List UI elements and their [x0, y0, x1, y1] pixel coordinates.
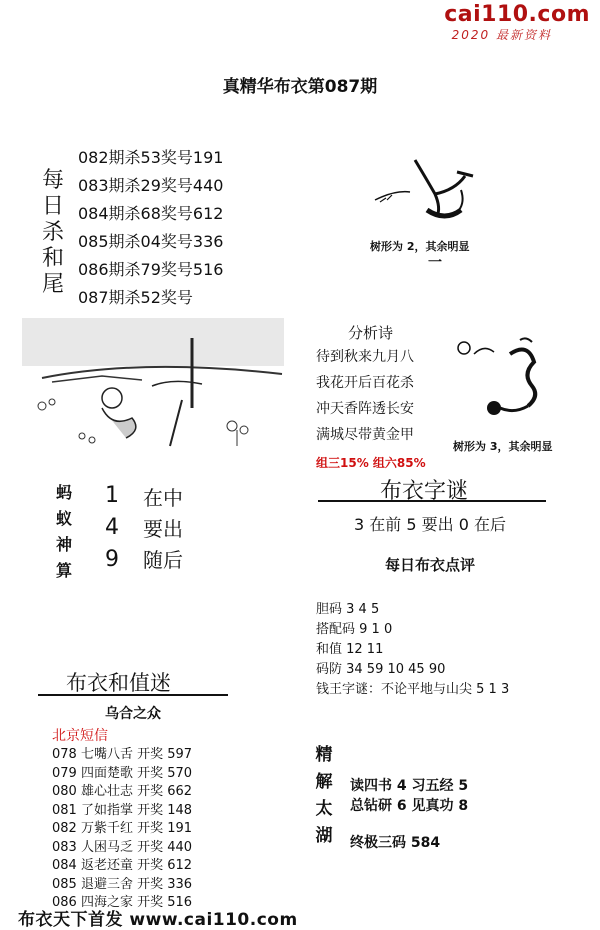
cartoon-sketch [22, 318, 284, 450]
history-row: 086 四海之家 开奖 516 [52, 895, 193, 910]
footer-site: 布衣天下首发 www.cai110.com [18, 910, 298, 930]
hezhi-divider [38, 694, 228, 696]
label-char: 蚂 [55, 483, 72, 502]
label-char: 杀 [41, 220, 64, 245]
tree1-caption: 树形为 2，其余明显 [370, 240, 470, 253]
riddle-divider [318, 500, 546, 502]
label-char: 解 [315, 772, 333, 792]
beijing-history [52, 746, 192, 913]
history-row: 085 退避三舍 开奖 336 [52, 876, 193, 892]
review-line: 搭配码 9 1 0 [316, 622, 393, 637]
hezhi-sub: 乌合之众 [105, 706, 161, 722]
history-row: 079 四面楚歌 开奖 570 [52, 765, 193, 781]
review-codes [316, 600, 509, 700]
review-line: 码防 34 59 10 45 90 [316, 662, 446, 677]
kill-row: 083期杀29奖号440 [78, 176, 224, 195]
review-line: 和值 12 11 [316, 642, 384, 657]
review-header: 每日布衣点评 [384, 556, 475, 574]
label-char: 每 [41, 168, 64, 193]
label-char: 蚁 [55, 509, 72, 528]
beijing-title: 北京短信 [52, 728, 108, 744]
tree-figure-1 [365, 150, 515, 232]
history-row: 080 雄心壮志 开奖 662 [52, 784, 193, 799]
hezhi-header: 布衣和值迷 [66, 671, 171, 695]
poem-line: 冲天香阵透长安 [316, 401, 414, 417]
label-char: 算 [55, 561, 72, 580]
history-row: 083 人困马乏 开奖 440 [52, 839, 193, 855]
ant-numbers [105, 480, 119, 576]
ant-label [52, 480, 76, 584]
site-logo: cai110.com [444, 2, 590, 27]
daily-kill-label [38, 168, 68, 298]
jingjie-line: 读四书 4 习五经 5 [350, 778, 469, 794]
kill-row: 086期杀79奖号516 [78, 260, 224, 279]
tagline: 2020 最新资料 [451, 28, 552, 42]
tree-figure-2 [450, 334, 570, 424]
ant-number: 1 [105, 483, 119, 508]
label-char: 神 [55, 535, 72, 554]
review-line: 钱王字谜：不论平地与山尖 5 1 3 [316, 682, 510, 697]
page-title: 真精华布衣第087期 [222, 77, 378, 97]
final-three-codes: 终极三码 584 [350, 835, 441, 851]
daily-kill-list [78, 144, 223, 312]
kill-row: 087期杀52奖号 [78, 288, 193, 307]
poem-title: 分析诗 [348, 324, 394, 342]
label-char: 太 [315, 799, 333, 819]
poem-line: 我花开后百花杀 [316, 375, 414, 391]
ant-number: 9 [105, 547, 119, 572]
kill-row: 085期杀04奖号336 [78, 232, 224, 251]
tree2-caption: 树形为 3，其余明显 [453, 440, 553, 453]
kill-row: 084期杀68奖号612 [78, 204, 224, 223]
poem-line: 满城尽带黄金甲 [316, 427, 414, 443]
ant-text: 随后 [143, 548, 183, 572]
ant-text: 在中 [143, 486, 183, 510]
tree1-mark: 一 [428, 255, 442, 271]
history-row: 078 七嘴八舌 开奖 597 [52, 747, 193, 762]
poem-lines [316, 344, 414, 448]
history-row: 081 了如指掌 开奖 148 [52, 802, 193, 818]
review-line: 胆码 3 4 5 [316, 602, 380, 617]
jingjie-label [313, 742, 335, 850]
label-char: 日 [41, 194, 64, 219]
label-char: 和 [41, 246, 64, 271]
ant-number: 4 [105, 515, 119, 540]
ant-text: 要出 [143, 517, 183, 541]
label-char: 湖 [315, 826, 333, 846]
label-char: 精 [315, 745, 333, 765]
history-row: 084 返老还童 开奖 612 [52, 858, 193, 873]
label-char: 尾 [41, 272, 64, 297]
riddle-header: 布衣字谜 [380, 479, 469, 504]
jingjie-lines [350, 776, 468, 816]
jingjie-line: 总钻研 6 见真功 8 [350, 798, 469, 814]
kill-row: 082期杀53奖号191 [78, 148, 224, 167]
group-percentage: 组三15% 组六85% [316, 456, 426, 470]
poem-line: 待到秋来九月八 [316, 349, 414, 365]
riddle-text: 3 在前 5 要出 0 在后 [354, 515, 506, 534]
history-row: 082 万紫千红 开奖 191 [52, 821, 193, 836]
ant-texts [143, 483, 183, 576]
